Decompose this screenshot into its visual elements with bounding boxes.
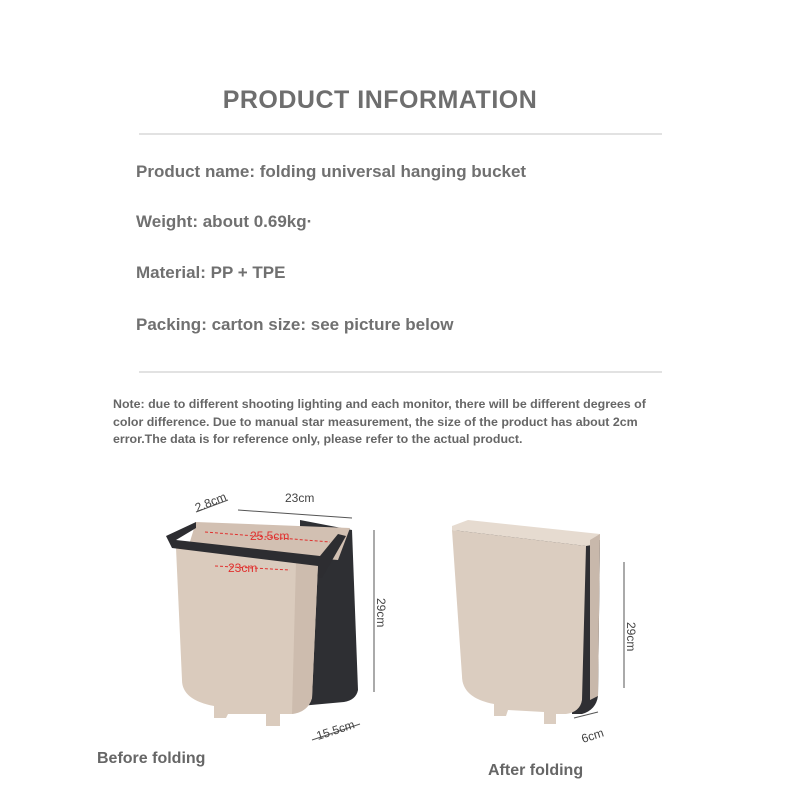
caption-before-folding: Before folding <box>97 750 206 767</box>
folded-dim-depth: 6cm <box>579 725 606 746</box>
folded-dim-height: 29cm <box>624 622 638 652</box>
dim-inner-width: 23cm <box>228 561 258 575</box>
spec-product-name: Product name: folding universal hanging bucket <box>136 162 527 181</box>
bin-unfolded-image <box>166 490 388 743</box>
dim-top-width: 23cm <box>285 491 315 505</box>
bin-folded-image <box>452 520 638 746</box>
page-title: PRODUCT INFORMATION <box>222 86 538 114</box>
caption-after-folding: After folding <box>488 762 584 779</box>
dim-bottom: 15.5cm <box>314 717 357 743</box>
dim-height: 29cm <box>374 598 388 628</box>
dim-depth: 2.8cm <box>192 489 229 515</box>
spec-material: Material: PP + TPE <box>136 263 286 282</box>
spec-packing: Packing: carton size: see picture below <box>136 315 454 334</box>
dim-rim-width: 25.5cm <box>250 529 290 543</box>
disclaimer-note: Note: due to different shooting lighting and each monitor, there will be different degrees of color difference. Due to manual star measurement, the size of the product has about 2cm error.The data is for reference only, please refer to the actual product. <box>113 397 646 446</box>
spec-weight: Weight: about 0.69kg· <box>136 212 313 231</box>
